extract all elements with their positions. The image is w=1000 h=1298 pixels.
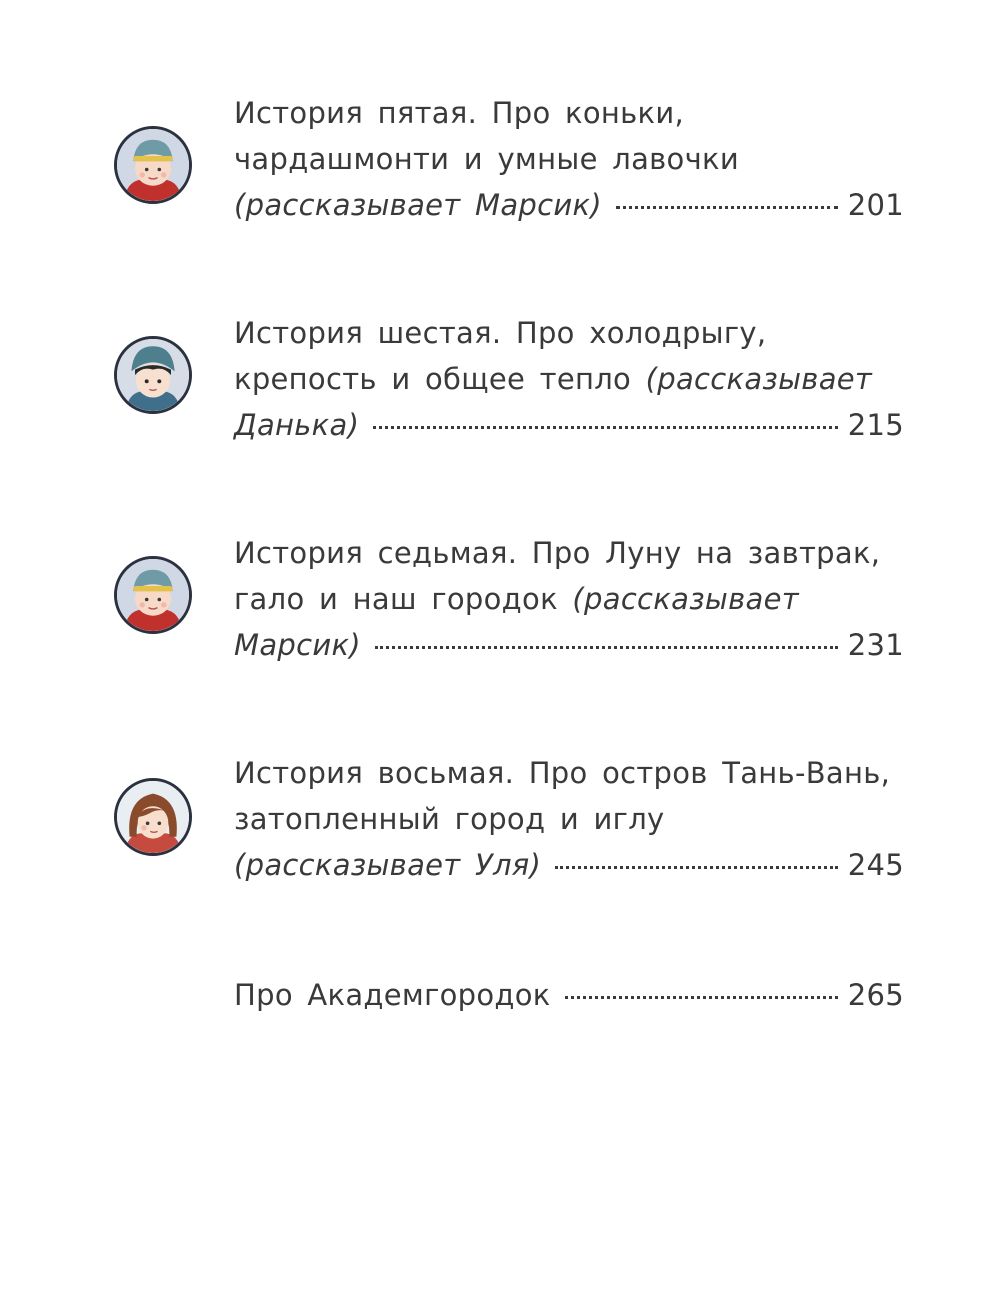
marsik-avatar [114,556,192,634]
dot-leader [555,865,838,869]
narrator-label: (рассказывает Уля) [234,848,542,882]
dot-leader [375,645,838,649]
dot-leader [565,995,838,999]
narrator-label: Марсик) [234,628,361,662]
entry-title-line: История седьмая. Про Луну на завтрак, [234,536,881,570]
narrator-label: (рассказывает [645,362,873,396]
entry-title-line: чардашмонти и умные лавочки [234,142,739,176]
entry-title-line: История шестая. Про холодрыгу, [234,316,767,350]
entry-title-line: История пятая. Про коньки, [234,96,685,130]
entry-title-text: гало и наш городок [234,582,573,616]
page-number: 245 [847,848,904,882]
page-number: 265 [847,978,904,1012]
page-number: 201 [847,188,904,222]
boy-with-beanie-icon [117,339,189,411]
dot-leader [373,425,838,429]
dot-leader [616,205,838,209]
narrator-label: (рассказывает Марсик) [234,188,602,222]
narrator-label: Данька) [234,408,360,442]
marsik-avatar [114,126,192,204]
danka-avatar [114,336,192,414]
boy-with-hat-icon [117,559,189,631]
narrator-label: (рассказывает [572,582,799,616]
ulya-avatar [114,778,192,856]
girl-portrait-icon [117,781,189,853]
entry-title-line: затопленный город и иглу [234,802,665,836]
page-number: 231 [847,628,904,662]
page-number: 215 [847,408,904,442]
entry-title-line: История восьмая. Про остров Тань-Вань, [234,756,891,790]
entry-title-text: Про Академгородок [234,978,551,1012]
entry-title-text: крепость и общее тепло [234,362,646,396]
boy-with-hat-icon [117,129,189,201]
